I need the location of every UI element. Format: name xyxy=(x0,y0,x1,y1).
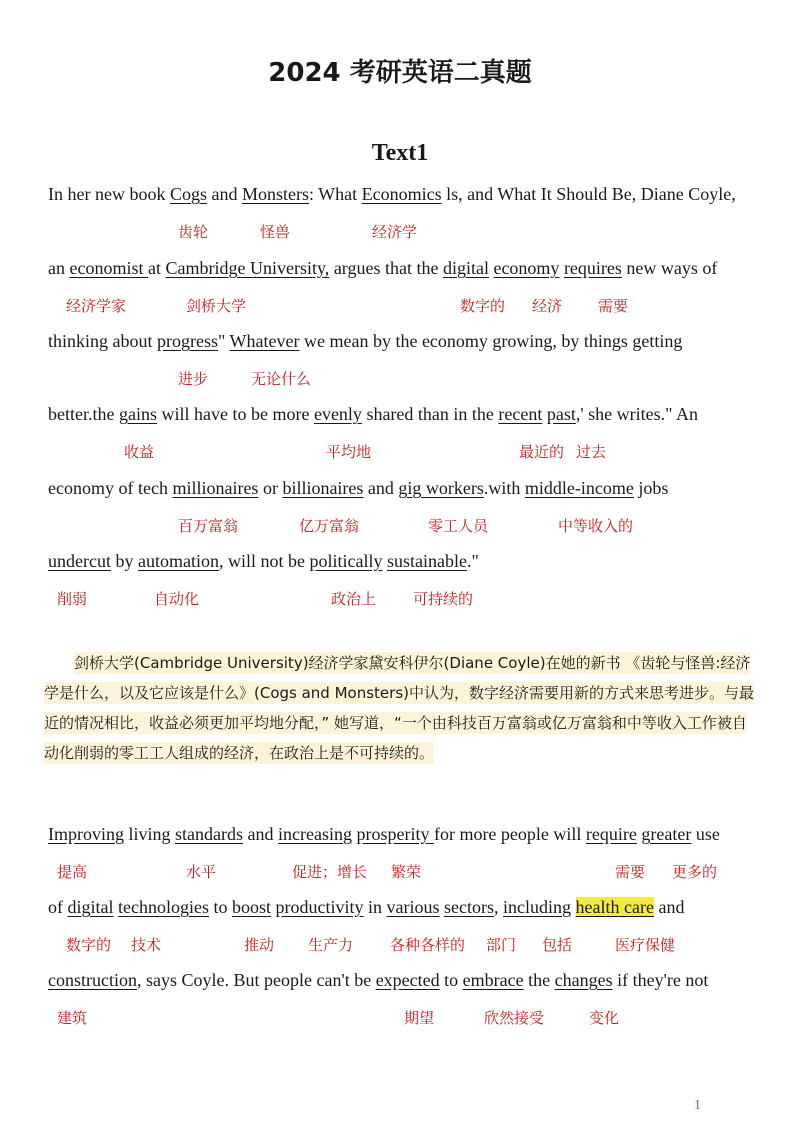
vocab-word: construction xyxy=(48,970,137,990)
vocab-word: Cogs xyxy=(169,184,207,204)
text-segment: will have to be more xyxy=(156,404,314,424)
text-segment: we mean by the economy growing, by things getting xyxy=(299,331,683,351)
text-line xyxy=(48,478,754,499)
text-line xyxy=(48,184,754,205)
vocab-word: require xyxy=(585,824,637,844)
text-line xyxy=(48,331,754,352)
gloss-annotation: 经济学家 xyxy=(66,297,127,315)
vocab-word: various xyxy=(386,897,440,917)
vocab-word: recent xyxy=(498,404,543,424)
gloss-annotation: 平均地 xyxy=(326,443,372,461)
gloss-annotation: 可持续的 xyxy=(413,590,474,608)
text-line xyxy=(48,258,754,279)
text-segment: for more people will xyxy=(433,824,586,844)
text-segment: in xyxy=(363,897,387,917)
vocab-word: health care xyxy=(575,897,654,917)
text-segment: and xyxy=(653,897,685,917)
gloss-annotation: 最近的 xyxy=(519,443,565,461)
text-line xyxy=(48,970,754,991)
gloss-annotation: 亿万富翁 xyxy=(299,517,360,535)
vocab-word: progress xyxy=(157,331,218,351)
text-segment: of xyxy=(48,897,68,917)
gloss-annotation: 怪兽 xyxy=(260,223,291,241)
gloss-annotation: 过去 xyxy=(576,443,607,461)
gloss-annotation: 政治上 xyxy=(331,590,377,608)
vocab-word: technologies xyxy=(118,897,209,917)
text-segment: or xyxy=(258,478,283,498)
text-segment: use xyxy=(691,824,720,844)
vocab-word: gains xyxy=(118,404,157,424)
text-segment: thinking about xyxy=(48,331,157,351)
vocab-word: prosperity xyxy=(356,824,434,844)
gloss-annotation: 变化 xyxy=(589,1009,620,1027)
gloss-annotation: 齿轮 xyxy=(178,223,209,241)
text-line xyxy=(48,897,754,918)
text-segment: shared than in the xyxy=(361,404,499,424)
vocab-word: Monsters xyxy=(241,184,309,204)
vocab-word: politically xyxy=(309,551,383,571)
text-segment: .with xyxy=(483,478,525,498)
text-segment: and xyxy=(363,478,399,498)
vocab-word: Whatever xyxy=(229,331,300,351)
section-heading: Text1 xyxy=(371,140,429,166)
text-segment: living xyxy=(124,824,176,844)
gloss-annotation: 期望 xyxy=(404,1009,435,1027)
gloss-annotation: 包括 xyxy=(542,936,573,954)
vocab-word: increasing xyxy=(278,824,352,844)
text-segment: , will not be xyxy=(218,551,310,571)
text-segment: if they're not xyxy=(612,970,709,990)
gloss-annotation: 削弱 xyxy=(57,590,88,608)
vocab-word: Cambridge University, xyxy=(165,258,330,278)
text-segment: the xyxy=(523,970,555,990)
gloss-annotation: 推动 xyxy=(244,936,275,954)
text-segment: jobs xyxy=(633,478,669,498)
text-segment: : What xyxy=(308,184,362,204)
text-segment: , says Coyle. But people can't be xyxy=(136,970,376,990)
translation-text: 剑桥大学(Cambridge University)经济学家黛安科伊尔(Diane Coyle)在她的新书 《齿轮与怪兽:经济学是什么，以及它应该是什么》(Cogs and Monsters)中认为，数字经济需要用新的方式来思考进步。与最近的情况相比，收益必须更加平均地分配，” 她写道，“一个由科技百万富翁或亿万富翁和中等收入工作被自动化削弱的零工工人组成的经济，在政治上是不可持续的。 xyxy=(44,654,754,762)
vocab-word: digital xyxy=(442,258,489,278)
vocab-word: digital xyxy=(67,897,114,917)
vocab-word: Economics xyxy=(361,184,442,204)
vocab-word: requires xyxy=(563,258,622,278)
vocab-word: gig workers xyxy=(398,478,484,498)
page-number: 1 xyxy=(694,1098,701,1113)
gloss-annotation: 促进；增长 xyxy=(292,863,368,881)
text-segment: better.the xyxy=(48,404,119,424)
text-segment: and xyxy=(206,184,242,204)
vocab-word: automation xyxy=(137,551,219,571)
vocab-word: economy xyxy=(493,258,560,278)
text-segment: new ways of xyxy=(621,258,718,278)
gloss-annotation: 水平 xyxy=(186,863,217,881)
text-segment: In her new book xyxy=(48,184,170,204)
text-line xyxy=(48,404,754,425)
vocab-word: Improving xyxy=(48,824,124,844)
gloss-annotation: 需要 xyxy=(615,863,646,881)
gloss-annotation: 部门 xyxy=(486,936,517,954)
text-line xyxy=(48,551,754,572)
text-segment: and xyxy=(243,824,278,844)
vocab-word: economist xyxy=(69,258,148,278)
text-segment: ,' she writes." An xyxy=(575,404,698,424)
vocab-word: greater xyxy=(641,824,692,844)
vocab-word: boost xyxy=(232,897,272,917)
gloss-annotation: 自动化 xyxy=(154,590,200,608)
gloss-annotation: 建筑 xyxy=(57,1009,88,1027)
text-segment: by xyxy=(110,551,138,571)
gloss-annotation: 零工人员 xyxy=(428,517,489,535)
vocab-word: expected xyxy=(375,970,440,990)
vocab-word: productivity xyxy=(275,897,364,917)
vocab-word: sustainable xyxy=(386,551,467,571)
gloss-annotation: 数字的 xyxy=(460,297,506,315)
gloss-annotation: 收益 xyxy=(124,443,155,461)
gloss-annotation: 经济学 xyxy=(372,223,418,241)
gloss-annotation: 中等收入的 xyxy=(558,517,634,535)
gloss-annotation: 繁荣 xyxy=(391,863,422,881)
gloss-annotation: 百万富翁 xyxy=(178,517,239,535)
vocab-word: billionaires xyxy=(282,478,364,498)
text-segment: at xyxy=(148,258,166,278)
text-segment: , xyxy=(494,897,504,917)
vocab-word: including xyxy=(503,897,572,917)
vocab-word: standards xyxy=(175,824,243,844)
gloss-annotation: 各种各样的 xyxy=(390,936,466,954)
text-segment: ls, and What It Should Be, Diane Coyle, xyxy=(441,184,736,204)
document-title: 2024 考研英语二真题 xyxy=(268,58,532,88)
gloss-annotation: 数字的 xyxy=(66,936,112,954)
text-segment: an xyxy=(48,258,70,278)
vocab-word: evenly xyxy=(313,404,362,424)
gloss-annotation: 医疗保健 xyxy=(615,936,676,954)
text-segment xyxy=(571,897,576,917)
text-segment: economy of tech xyxy=(48,478,173,498)
text-segment: to xyxy=(208,897,232,917)
gloss-annotation: 无论什么 xyxy=(251,370,312,388)
text-line xyxy=(48,824,754,845)
text-segment: to xyxy=(439,970,463,990)
vocab-word: millionaires xyxy=(172,478,259,498)
text-segment: ." xyxy=(466,551,479,571)
gloss-annotation: 经济 xyxy=(532,297,563,315)
gloss-annotation: 欣然接受 xyxy=(484,1009,545,1027)
vocab-word: undercut xyxy=(48,551,111,571)
vocab-word: changes xyxy=(554,970,613,990)
gloss-annotation: 更多的 xyxy=(672,863,718,881)
gloss-annotation: 提高 xyxy=(57,863,88,881)
gloss-annotation: 技术 xyxy=(131,936,162,954)
text-segment: " xyxy=(218,331,230,351)
gloss-annotation: 生产力 xyxy=(308,936,354,954)
vocab-word: embrace xyxy=(462,970,524,990)
gloss-annotation: 进步 xyxy=(178,370,209,388)
gloss-annotation: 需要 xyxy=(598,297,629,315)
chinese-translation xyxy=(44,648,756,768)
vocab-word: middle-income xyxy=(524,478,634,498)
vocab-word: past xyxy=(546,404,576,424)
text-segment: argues that the xyxy=(329,258,443,278)
vocab-word: sectors xyxy=(444,897,495,917)
gloss-annotation: 剑桥大学 xyxy=(186,297,247,315)
